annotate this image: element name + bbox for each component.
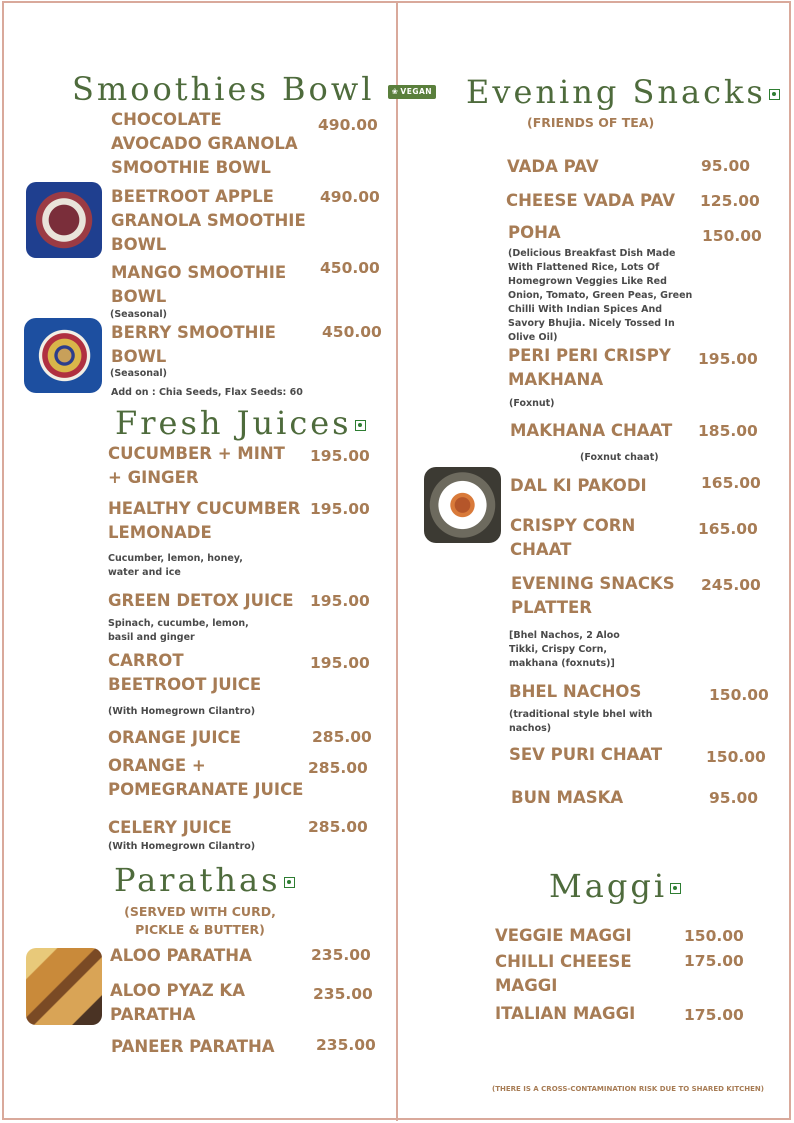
menu-item-price: 185.00 [698, 422, 758, 440]
menu-item-price: 125.00 [700, 192, 760, 210]
menu-item-name: CHEESE VADA PAV [506, 191, 675, 210]
menu-item-note: Cucumber, lemon, honey, water and ice [108, 553, 243, 578]
footer-disclaimer: (THERE IS A CROSS-CONTAMINATION RISK DUE TO SHARED KITCHEN) [492, 1085, 764, 1093]
menu-item-name: BERRY SMOOTHIE BOWL [111, 323, 276, 366]
menu-item-name: ALOO PYAZ KA PARATHA [110, 981, 245, 1024]
menu-item-price: 195.00 [698, 350, 758, 368]
section-subtitle: (FRIENDS OF TEA) [527, 115, 655, 130]
menu-item-name: PERI PERI CRISPY MAKHANA [508, 346, 671, 389]
menu-item-price: 175.00 [684, 952, 744, 970]
menu-item-name: CELERY JUICE [108, 818, 232, 837]
menu-item-name: BEETROOT APPLE GRANOLA SMOOTHIE BOWL [111, 187, 306, 254]
menu-item-name: ITALIAN MAGGI [495, 1004, 636, 1023]
menu-item-name: SEV PURI CHAAT [509, 745, 663, 764]
menu-item-price: 95.00 [701, 157, 751, 175]
section-subtitle: (SERVED WITH CURD, PICKLE & BUTTER) [124, 904, 276, 937]
menu-item-name: VEGGIE MAGGI [495, 926, 632, 945]
section-title-maggi: Maggi [549, 870, 681, 902]
menu-item-name: EVENING SNACKS PLATTER [511, 574, 675, 617]
menu-item-price: 450.00 [322, 323, 382, 341]
menu-item-price: 235.00 [316, 1036, 376, 1054]
menu-item-name: MANGO SMOOTHIE BOWL [111, 263, 287, 306]
menu-item-name: HEALTHY CUCUMBER LEMONADE [108, 499, 301, 542]
addon-note: Add on : Chia Seeds, Flax Seeds: 60 [111, 387, 303, 398]
smoothie-bowl-photo [26, 182, 102, 258]
veg-icon [284, 877, 295, 888]
menu-item-note: (With Homegrown Cilantro) [108, 841, 256, 852]
berry-bowl-photo [24, 318, 102, 393]
menu-item-price: 150.00 [702, 227, 762, 245]
menu-item-price: 490.00 [320, 188, 380, 206]
menu-item-name: BHEL NACHOS [509, 682, 642, 701]
veg-icon [769, 89, 780, 100]
menu-item-price: 195.00 [310, 447, 370, 465]
menu-item-name: ALOO PARATHA [110, 946, 252, 965]
menu-item-name: VADA PAV [507, 157, 599, 176]
menu-item-name: CARROT BEETROOT JUICE [108, 651, 262, 694]
column-divider [396, 1, 398, 1121]
menu-item-name: CHOCOLATE AVOCADO GRANOLA SMOOTHIE BOWL [111, 110, 298, 177]
menu-item-name: ORANGE + POMEGRANATE JUICE [108, 756, 304, 799]
menu-item-price: 245.00 [701, 576, 761, 594]
menu-item-price: 150.00 [684, 927, 744, 945]
menu-item-note: (Seasonal) [110, 368, 167, 379]
leaf-icon: ❀ [391, 86, 399, 96]
section-title-smoothies: Smoothies Bowl ❀ VEGAN [72, 73, 436, 105]
menu-item-name: CRISPY CORN CHAAT [510, 516, 636, 559]
menu-item-note: (Foxnut chaat) [580, 452, 659, 463]
menu-item-price: 490.00 [318, 116, 378, 134]
veg-icon [355, 420, 366, 431]
menu-item-note: (Seasonal) [110, 309, 167, 320]
menu-item-name: PANEER PARATHA [111, 1037, 275, 1056]
menu-item-note: (Delicious Breakfast Dish Made With Flattened Rice, Lots Of Homegrown Veggies Like Red Onion, Tomato, Green Peas, Green Chilli With Indian Spices And Savory Bhujia. Nicely Tossed In Olive Oil) [508, 248, 693, 343]
menu-item-price: 235.00 [313, 985, 373, 1003]
menu-item-price: 175.00 [684, 1006, 744, 1024]
menu-item-price: 195.00 [310, 500, 370, 518]
menu-item-name: GREEN DETOX JUICE [108, 591, 294, 610]
menu-item-note: [Bhel Nachos, 2 Aloo Tikki, Crispy Corn, makhana (foxnuts)] [509, 630, 620, 669]
menu-item-price: 165.00 [701, 474, 761, 492]
menu-item-price: 450.00 [320, 259, 380, 277]
menu-item-price: 285.00 [312, 728, 372, 746]
menu-item-price: 150.00 [706, 748, 766, 766]
pakodi-photo [424, 467, 501, 543]
menu-item-name: ORANGE JUICE [108, 728, 241, 747]
section-title-snacks: Evening Snacks [466, 76, 780, 108]
section-title-juices: Fresh Juices [115, 407, 366, 439]
menu-item-price: 195.00 [310, 654, 370, 672]
menu-item-name: POHA [508, 223, 561, 242]
menu-item-price: 195.00 [310, 592, 370, 610]
menu-item-price: 285.00 [308, 759, 368, 777]
menu-item-note: (With Homegrown Cilantro) [108, 706, 256, 717]
menu-item-price: 235.00 [311, 946, 371, 964]
section-title-parathas: Parathas [114, 864, 295, 896]
menu-item-note: (traditional style bhel with nachos) [509, 709, 653, 734]
menu-item-name: CUCUMBER + MINT + GINGER [108, 444, 285, 487]
paratha-photo [26, 948, 102, 1025]
menu-item-note: Spinach, cucumbe, lemon, basil and ginger [108, 618, 249, 643]
menu-item-price: 150.00 [709, 686, 769, 704]
menu-item-name: DAL KI PAKODI [510, 476, 647, 495]
menu-item-price: 165.00 [698, 520, 758, 538]
menu-item-name: CHILLI CHEESE MAGGI [495, 952, 632, 995]
menu-item-price: 95.00 [709, 789, 759, 807]
vegan-badge: ❀ VEGAN [388, 85, 436, 99]
menu-item-price: 285.00 [308, 818, 368, 836]
veg-icon [670, 883, 681, 894]
menu-item-name: BUN MASKA [511, 788, 624, 807]
menu-item-note: (Foxnut) [509, 398, 555, 409]
menu-item-name: MAKHANA CHAAT [510, 421, 673, 440]
